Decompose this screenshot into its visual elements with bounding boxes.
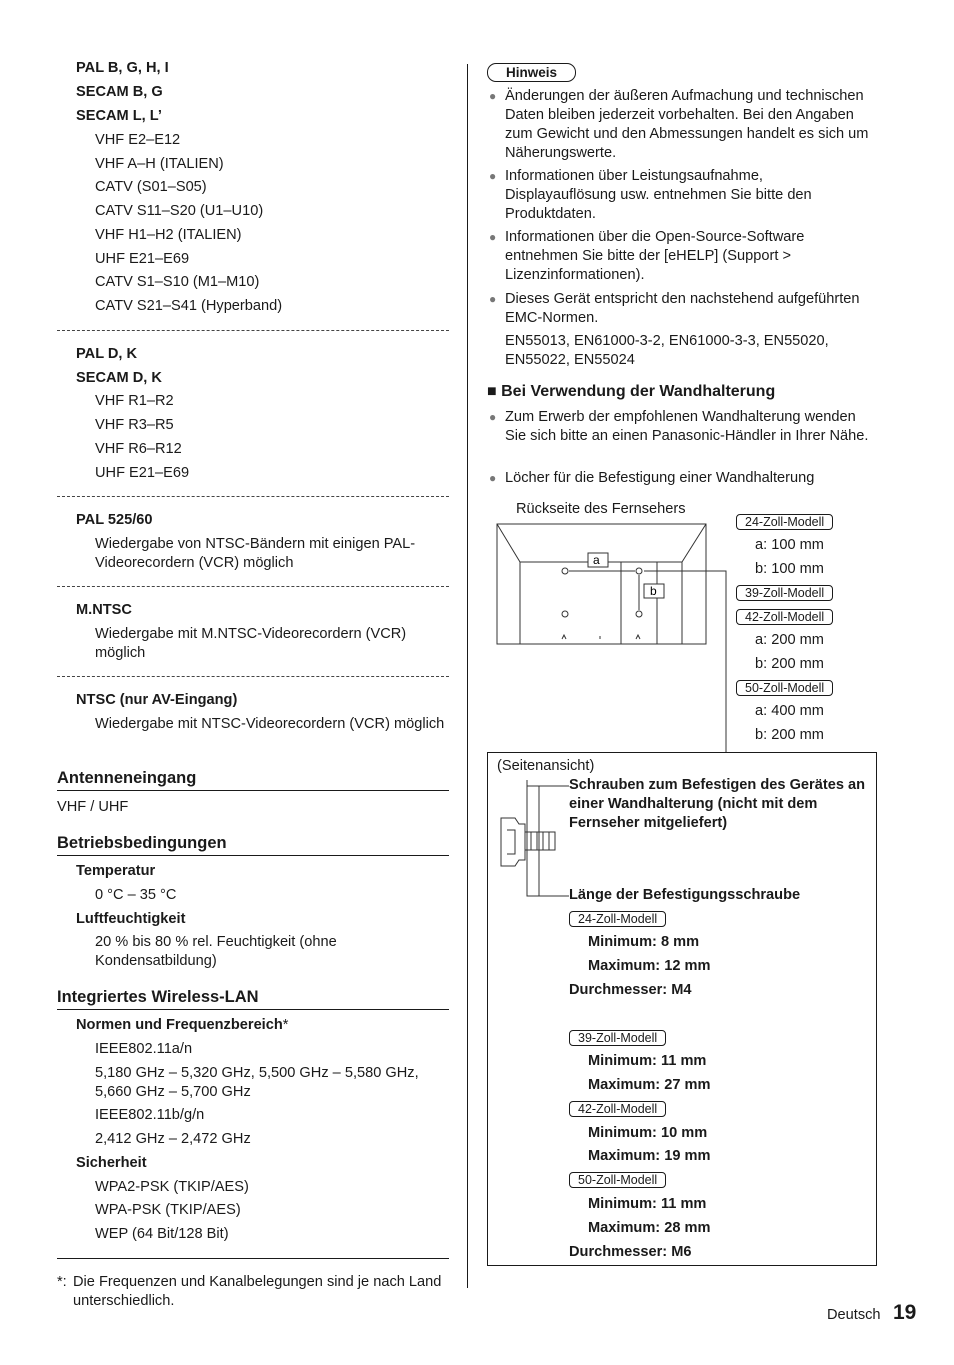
- mount-hole: [636, 611, 642, 617]
- wall-note: Zum Erwerb der empfohlenen Wandhalterung wenden Sie sich bitte an einen Panasonic-Händler in Ihrer Nähe.: [505, 409, 869, 444]
- min-length: Minimum: 8 mm: [588, 934, 700, 950]
- band-item: CATV (S01–S05): [95, 179, 207, 195]
- leader-line: [527, 780, 569, 896]
- model-badge: 42-Zoll-Modell: [569, 1101, 666, 1117]
- band-item: CATV S1–S10 (M1–M10): [95, 274, 260, 290]
- dim-a-value: a: 400 mm: [755, 703, 824, 719]
- max-length: Maximum: 28 mm: [588, 1220, 711, 1236]
- max-length: Maximum: 27 mm: [588, 1077, 711, 1093]
- screw-length-title: Länge der Befestigungsschraube: [569, 887, 801, 903]
- side-view-label: (Seitenansicht): [497, 758, 595, 774]
- std-secam-bg: SECAM B, G: [76, 84, 163, 100]
- temperature-value: 0 °C – 35 °C: [95, 887, 177, 903]
- wlan-norms-label: [76, 1016, 456, 1035]
- note-item: Änderungen der äußeren Aufmachung und technischen Daten bleiben jederzeit vorbehalten. Bei den Angaben zum Gewicht und den Abmessungen handelt es sich um Näherungswerte.: [505, 88, 869, 161]
- std-secam-dk: SECAM D, K: [76, 370, 162, 386]
- divider: [57, 586, 449, 587]
- wall-heading: [487, 382, 775, 401]
- std-ntsc-desc: Wiedergabe mit NTSC-Videorecordern (VCR) möglich: [95, 716, 445, 732]
- band-item: CATV S21–S41 (Hyperband): [95, 298, 283, 314]
- std-pal-525-desc: Wiedergabe von NTSC-Bändern mit einigen PAL-Videorecordern (VCR) möglich: [95, 536, 416, 571]
- band-item: VHF H1–H2 (ITALIEN): [95, 227, 242, 243]
- note-item: Informationen über die Open-Source-Software entnehmen Sie bitte der [eHELP] (Support > Lizenzinformationen).: [505, 229, 805, 283]
- std-mntsc-desc: Wiedergabe mit M.NTSC-Videorecordern (VCR) möglich: [95, 626, 407, 661]
- foot-mark: [562, 635, 640, 639]
- wlan-heading: Integriertes Wireless-LAN: [57, 987, 449, 1010]
- band-item: VHF A–H (ITALIEN): [95, 156, 224, 172]
- humidity-value: 20 % bis 80 % rel. Feuchtigkeit (ohne Kondensatbildung): [95, 934, 337, 969]
- rear-diagram: [496, 522, 736, 752]
- bracket-profile: [501, 818, 525, 866]
- dim-a-value: a: 200 mm: [755, 632, 824, 648]
- note-item: Dieses Gerät entspricht den nachstehend aufgeführten EMC-Normen.: [505, 291, 860, 326]
- band-item: VHF R6–R12: [95, 441, 182, 457]
- hinweis-badge: Hinweis: [487, 63, 576, 82]
- antenna-heading: Antenneneingang: [57, 768, 449, 791]
- emc-norms: EN55013, EN61000-3-2, EN61000-3-3, EN55020, EN55022, EN55024: [505, 333, 829, 368]
- band-item: CATV S11–S20 (U1–U10): [95, 203, 264, 219]
- divider: [57, 676, 449, 677]
- std-pal-bghi: PAL B, G, H, I: [76, 60, 169, 76]
- square-bullet-icon: ■: [487, 383, 497, 400]
- min-length: Minimum: 11 mm: [588, 1196, 707, 1212]
- dim-a-label: a: [593, 553, 600, 567]
- wlan-norm: IEEE802.11a/n: [95, 1041, 193, 1057]
- side-view-diagram: [497, 780, 572, 898]
- diameter: Durchmesser: M6: [569, 1244, 692, 1260]
- divider: [57, 330, 449, 331]
- std-mntsc: M.NTSC: [76, 602, 132, 618]
- dim-b-value: b: 200 mm: [755, 656, 824, 672]
- wall-heading-text: Bei Verwendung der Wandhalterung: [501, 383, 776, 400]
- max-length: Maximum: 19 mm: [588, 1148, 711, 1164]
- screw-body: [525, 832, 555, 850]
- bullet-icon: ●: [489, 89, 497, 103]
- bracket-slot: [507, 830, 515, 854]
- model-badge: 24-Zoll-Modell: [569, 911, 666, 927]
- footnote-text: Die Frequenzen und Kanalbelegungen sind je nach Land unterschiedlich.: [73, 1274, 442, 1309]
- std-secam-l: SECAM L, L’: [76, 108, 162, 124]
- wall-note: Löcher für die Befestigung einer Wandhalterung: [505, 470, 815, 486]
- model-badge: 39-Zoll-Modell: [569, 1030, 666, 1046]
- humidity-label: Luftfeuchtigkeit: [76, 911, 186, 927]
- band-item: UHF E21–E69: [95, 465, 190, 481]
- operating-heading: Betriebsbedingungen: [57, 833, 449, 856]
- mount-hole: [562, 611, 568, 617]
- band-item: UHF E21–E69: [95, 251, 190, 267]
- band-item: VHF R1–R2: [95, 393, 174, 409]
- std-pal-dk: PAL D, K: [76, 346, 138, 362]
- bullet-icon: ●: [489, 471, 497, 485]
- model-badge: 50-Zoll-Modell: [569, 1172, 666, 1188]
- note-item: Informationen über Leistungsaufnahme, Displayauflösung usw. entnehmen Sie bitte den Produktdaten.: [505, 168, 812, 222]
- antenna-value: VHF / UHF: [57, 799, 129, 815]
- rear-label: Rückseite des Fernsehers: [516, 501, 686, 517]
- footnote-star: *: [282, 1017, 289, 1033]
- bullet-icon: ●: [489, 410, 497, 424]
- band-item: VHF E2–E12: [95, 132, 181, 148]
- min-length: Minimum: 10 mm: [588, 1125, 708, 1141]
- model-badge: 50-Zoll-Modell: [736, 680, 833, 696]
- bullet-icon: ●: [489, 292, 497, 306]
- footnote-mark: *:: [57, 1274, 67, 1290]
- footnote-rule: [57, 1258, 449, 1259]
- screw-thread: [531, 832, 549, 850]
- tv-back-bevel: [497, 524, 706, 644]
- temperature-label: Temperatur: [76, 863, 156, 879]
- diameter: Durchmesser: M4: [569, 982, 692, 998]
- std-pal-525: PAL 525/60: [76, 512, 153, 528]
- bullet-icon: ●: [489, 230, 497, 244]
- page-number: 19: [893, 1301, 917, 1324]
- divider: [57, 496, 449, 497]
- max-length: Maximum: 12 mm: [588, 958, 711, 974]
- model-badge: 42-Zoll-Modell: [736, 609, 833, 625]
- std-ntsc: NTSC (nur AV-Eingang): [76, 692, 238, 708]
- mount-hole: [636, 568, 642, 574]
- wlan-freq: 5,180 GHz – 5,320 GHz, 5,500 GHz – 5,580 GHz, 5,660 GHz – 5,700 GHz: [95, 1065, 419, 1100]
- bullet-icon: ●: [489, 169, 497, 183]
- security-item: WPA2-PSK (TKIP/AES): [95, 1179, 249, 1195]
- dim-a-value: a: 100 mm: [755, 537, 824, 553]
- min-length: Minimum: 11 mm: [588, 1053, 707, 1069]
- model-badge: 24-Zoll-Modell: [736, 514, 833, 530]
- screws-description: Schrauben zum Befestigen des Gerätes an einer Wandhalterung (nicht mit dem Fernseher mitgeliefert): [569, 777, 866, 831]
- band-item: VHF R3–R5: [95, 417, 174, 433]
- security-item: WEP (64 Bit/128 Bit): [95, 1226, 229, 1242]
- tv-back-outline: [497, 524, 706, 644]
- security-label: Sicherheit: [76, 1155, 147, 1171]
- dim-b-value: b: 100 mm: [755, 561, 824, 577]
- security-item: WPA-PSK (TKIP/AES): [95, 1202, 241, 1218]
- model-badge: 39-Zoll-Modell: [736, 585, 833, 601]
- wlan-freq: 2,412 GHz – 2,472 GHz: [95, 1131, 251, 1147]
- wlan-norms-label-text: Normen und Frequenzbereich: [76, 1017, 283, 1033]
- footer-language: Deutsch: [827, 1307, 881, 1323]
- mount-hole: [562, 568, 568, 574]
- dim-b-label: b: [650, 584, 657, 598]
- column-divider: [467, 64, 468, 1288]
- dim-b-value: b: 200 mm: [755, 727, 824, 743]
- wlan-norm: IEEE802.11b/g/n: [95, 1107, 205, 1123]
